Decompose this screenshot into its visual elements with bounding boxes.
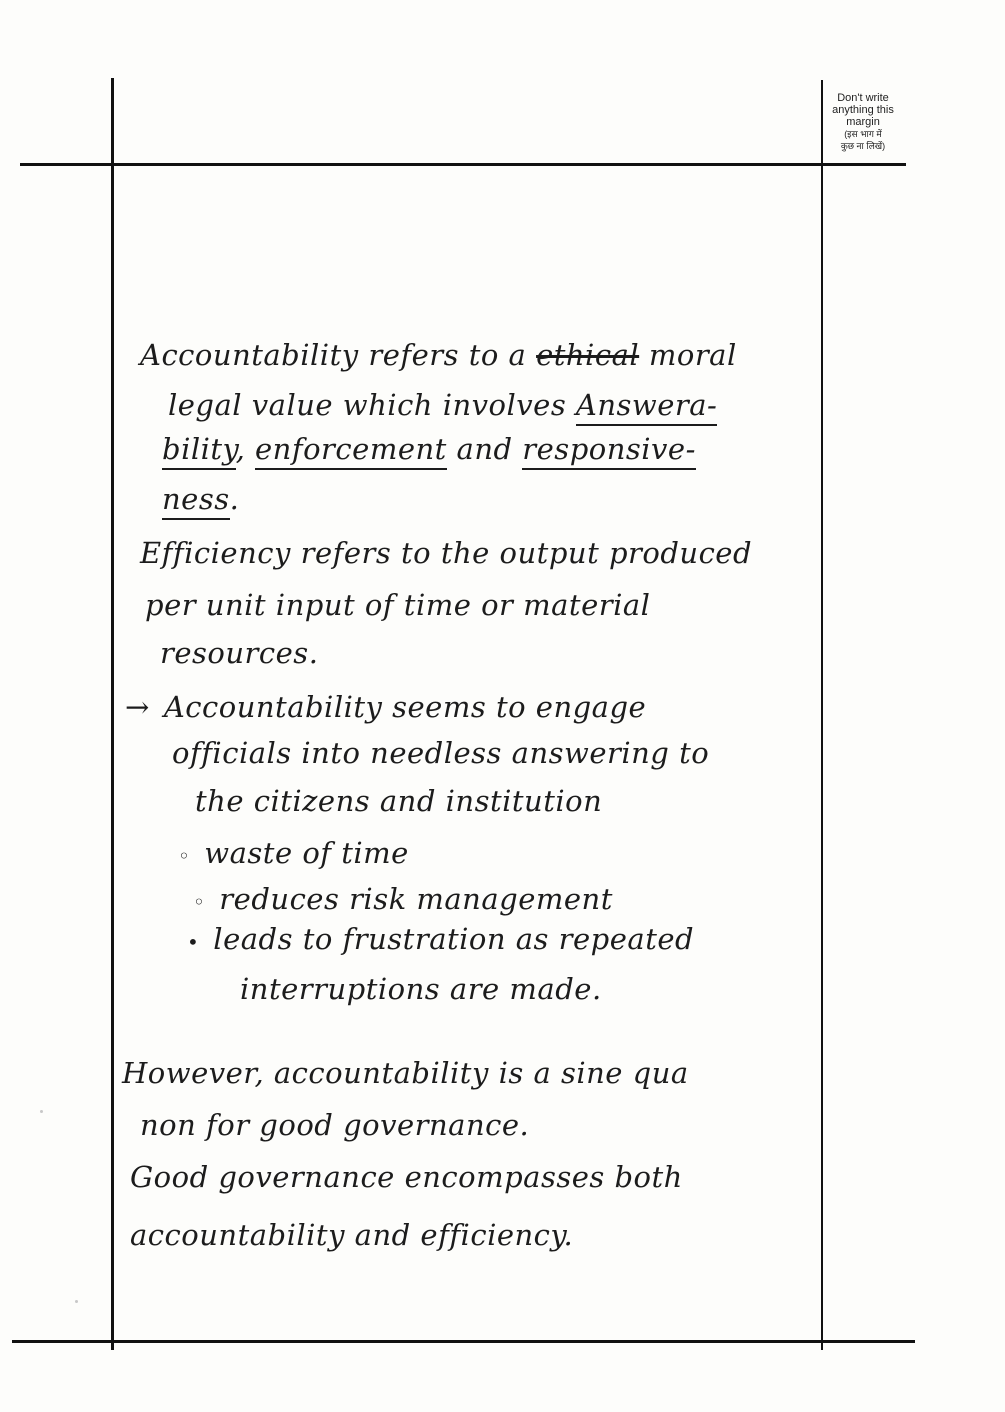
bullet-icon: ◦ <box>178 844 191 868</box>
margin-instruction <box>818 92 908 152</box>
page-speck <box>75 1300 78 1303</box>
text: legal value which involves <box>168 388 567 422</box>
bullet-icon: ◦ <box>193 890 206 914</box>
margin-instruction-hindi: कुछ ना लिखें) <box>840 141 886 151</box>
left-margin-rule <box>111 78 114 1350</box>
margin-instruction-line: anything this <box>832 104 894 116</box>
underlined-term: enforcement <box>255 432 447 470</box>
right-margin-rule <box>821 80 823 1350</box>
bullet-item <box>178 836 409 870</box>
underlined-term: ness <box>162 482 230 520</box>
conclusion-line: accountability and efficiency. <box>130 1218 574 1252</box>
conclusion-line: Good governance encompasses both <box>130 1160 683 1194</box>
underlined-term: Answera- <box>576 388 717 426</box>
argument-line: officials into needless answering to <box>172 736 710 770</box>
conclusion-line: non for good governance. <box>140 1108 530 1142</box>
text: reduces risk management <box>219 882 613 916</box>
conclusion-line: However, accountability is a sine qua <box>122 1056 689 1090</box>
efficiency-definition-line: Efficiency refers to the output produced <box>140 536 753 570</box>
page-speck <box>40 1110 43 1113</box>
margin-instruction-line: Don't write <box>837 92 889 104</box>
text: Accountability refers to a <box>140 338 527 372</box>
accountability-definition-line <box>168 388 717 422</box>
text: Accountability seems to engage <box>163 690 647 724</box>
bullet-item <box>193 882 613 916</box>
accountability-definition-line <box>162 432 696 466</box>
accountability-definition-line <box>162 482 239 516</box>
efficiency-definition-line: resources. <box>160 636 319 670</box>
bullet-icon: • <box>187 930 200 954</box>
margin-instruction-line: margin <box>846 116 880 128</box>
arrow-icon: → <box>125 690 150 724</box>
efficiency-definition-line: per unit input of time or material <box>145 588 651 622</box>
margin-instruction-hindi: (इस भाग में <box>844 129 882 139</box>
bullet-item <box>187 922 694 956</box>
text: moral <box>648 338 737 372</box>
text: leads to frustration as repeated <box>213 922 695 956</box>
underlined-term: bility <box>162 432 236 470</box>
text: . <box>229 482 240 516</box>
argument-line: the citizens and institution <box>195 784 603 818</box>
bullet-continuation: interruptions are made. <box>240 972 602 1006</box>
top-header-rule <box>20 163 906 166</box>
struck-out-word: ethical <box>536 338 640 372</box>
accountability-definition-line <box>140 338 737 372</box>
bottom-footer-rule <box>12 1340 915 1343</box>
text: , <box>235 432 246 466</box>
argument-line <box>125 690 646 724</box>
text: waste of time <box>204 836 409 870</box>
underlined-term: responsive- <box>522 432 696 470</box>
text: and <box>456 432 513 466</box>
